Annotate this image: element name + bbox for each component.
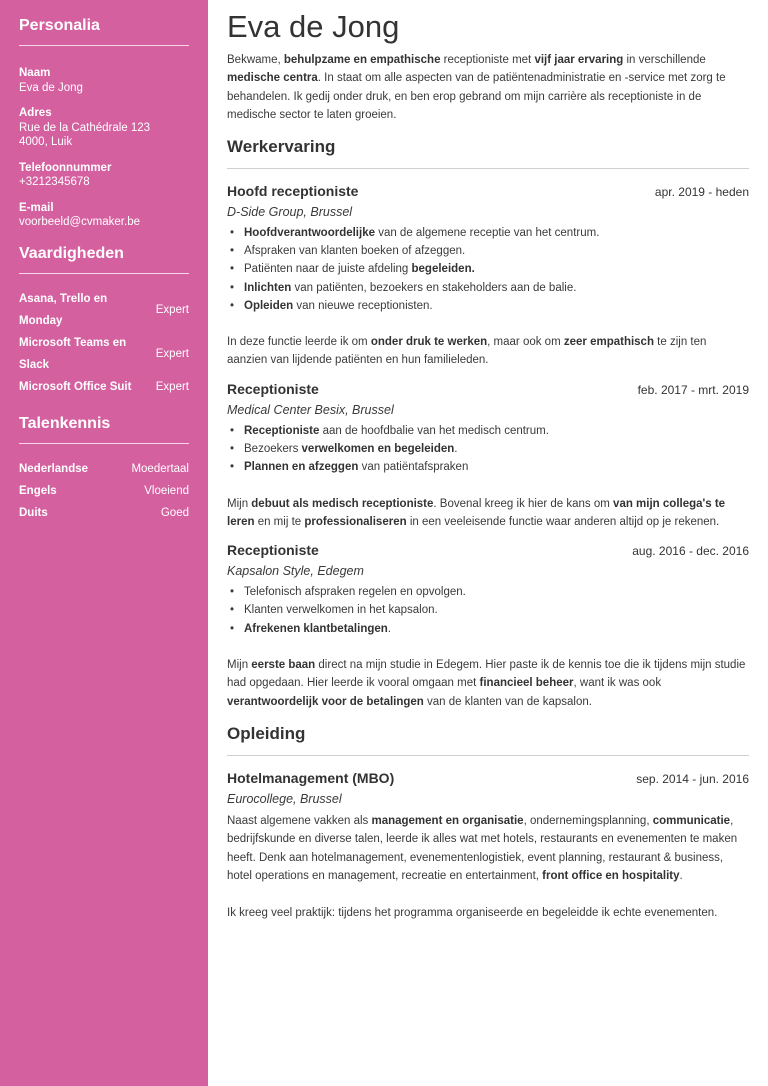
skill-level: Expert — [155, 347, 189, 360]
skills-heading: Vaardigheden — [19, 244, 189, 274]
emphasis-text: Opleiden — [244, 299, 294, 312]
emphasis-text: medische centra — [227, 72, 318, 85]
skills-section — [19, 244, 189, 398]
emphasis-text: Afrekenen klantbetalingen — [244, 622, 388, 635]
personal-label: E-mail — [19, 201, 54, 214]
sidebar — [0, 0, 208, 1086]
emphasis-text: front office en hospitality — [542, 869, 680, 882]
skill-name: Microsoft Teams en Slack — [19, 336, 127, 371]
job-company: D-Side Group, Brussel — [227, 204, 353, 219]
personal-info — [19, 66, 189, 230]
job-bullet: • Afspraken van klanten boeken of afzeggen. — [230, 242, 749, 260]
emphasis-text: behulpzame en empathische — [283, 54, 441, 66]
job-entry — [227, 379, 749, 531]
skills-list — [19, 288, 189, 398]
emphasis-text: zeer empathisch — [563, 336, 654, 349]
job-title: Receptioniste — [227, 542, 319, 559]
job-bullet: • Patiënten naar de juiste afdeling begeleiden. — [230, 260, 749, 278]
education-title: Hotelmanagement (MBO) — [227, 769, 395, 786]
job-header — [227, 540, 749, 560]
job-bullet: • Inlichten van patiënten, bezoekers en stakeholders aan de balie. — [230, 279, 749, 297]
languages-list — [19, 458, 189, 524]
job-bullet: • Afrekenen klantbetalingen. — [230, 620, 749, 638]
personal-item-address — [19, 106, 189, 150]
personal-label: Adres — [19, 107, 52, 119]
job-bullet: • Receptioniste aan de hoofdbalie van het medisch centrum. — [230, 422, 749, 440]
main-content — [227, 0, 749, 922]
education-entry — [227, 768, 749, 922]
emphasis-text: verantwoordelijk voor de betalingen — [227, 695, 424, 708]
personal-label: Naam — [19, 67, 51, 79]
skill-level: Expert — [155, 303, 189, 316]
emphasis-text: begeleiden. — [411, 263, 475, 276]
skill-level: Expert — [155, 380, 189, 393]
education-date: sep. 2014 - jun. 2016 — [636, 771, 749, 786]
intro-text: Bekwame, behulpzame en empathische receptioniste met vijf jaar ervaring in verschillende medische centra. In staat om alle aspecten van de patiëntenadministratie en -service met zorg te behandelen. Ik gedij onder druk, en ben erop gebrand om mijn carrière als receptioniste in de medische sector te laten groeien. — [227, 54, 726, 122]
emphasis-text: onder druk te werken — [370, 336, 488, 349]
language-name: Nederlandse — [19, 462, 89, 475]
emphasis-text: financieel beheer — [479, 677, 574, 690]
skill-item — [19, 332, 189, 376]
language-name: Duits — [19, 506, 48, 519]
job-header — [227, 181, 749, 201]
emphasis-text: Plannen en afzeggen — [244, 461, 359, 474]
personal-value: Eva de Jong — [19, 81, 83, 94]
education-header — [227, 768, 749, 788]
emphasis-text: professionaliseren — [304, 515, 407, 528]
personal-item-name — [19, 66, 189, 95]
personal-label: Telefoonnummer — [19, 161, 112, 174]
emphasis-text: verwelkomen en begeleiden — [301, 443, 455, 455]
job-bullet: • Telefonisch afspraken regelen en opvolgen. — [230, 583, 749, 601]
language-item — [19, 502, 189, 524]
emphasis-text: eerste baan — [251, 659, 316, 672]
job-title: Receptioniste — [227, 380, 319, 397]
emphasis-text: communicatie — [652, 814, 731, 827]
job-date: feb. 2017 - mrt. 2019 — [637, 382, 749, 397]
language-level: Goed — [160, 506, 189, 519]
job-bullet: • Hoofdverantwoordelijke van de algemene receptie van het centrum. — [230, 224, 749, 242]
language-item — [19, 458, 189, 480]
person-name: Eva de Jong — [227, 9, 400, 44]
job-bullets — [227, 422, 749, 477]
job-description: Mijn debuut als medisch receptioniste. Bovenal kreeg ik hier de kans om van mijn collega's te leren en mij te professionaliseren in een veeleisende functie waar anderen altijd op je rekenen. — [227, 497, 726, 528]
language-item — [19, 480, 189, 502]
education-heading: Opleiding — [227, 723, 749, 756]
emphasis-text: vijf jaar ervaring — [534, 54, 624, 66]
job-entry — [227, 540, 749, 711]
job-description: Mijn eerste baan direct na mijn studie in Edegem. Hier paste ik de kennis toe die ik tijdens mijn studie had opgedaan. Hier leerde ik vooral omgaan met financieel beheer, want ik was ook verantwoordelijk voor de betalingen van de klanten van de kapsalon. — [227, 659, 746, 708]
skill-name: Asana, Trello en Monday — [19, 292, 108, 327]
emphasis-text: Hoofdverantwoordelijke — [244, 226, 375, 239]
skill-name: Microsoft Office Suit — [19, 380, 132, 393]
experience-heading: Werkervaring — [227, 136, 749, 169]
languages-heading: Talenkennis — [19, 414, 189, 444]
job-entry — [227, 181, 749, 370]
job-date: aug. 2016 - dec. 2016 — [632, 544, 749, 559]
personal-value: 4000, Luik — [19, 136, 73, 148]
job-bullets — [227, 583, 749, 638]
personal-value: voorbeeld@cvmaker.be — [19, 216, 140, 228]
job-company: Medical Center Besix, Brussel — [227, 402, 394, 417]
job-bullet: • Klanten verwelkomen in het kapsalon. — [230, 601, 749, 619]
emphasis-text: debuut als medisch receptioniste — [251, 497, 434, 510]
job-bullet: • Opleiden van nieuwe receptionisten. — [230, 297, 749, 315]
skill-item — [19, 376, 189, 398]
emphasis-text: Inlichten — [244, 281, 292, 294]
personal-value: +3212345678 — [19, 176, 90, 188]
skill-item — [19, 288, 189, 332]
emphasis-text: management en organisatie — [371, 814, 524, 827]
education-school: Eurocollege, Brussel — [227, 791, 342, 806]
job-bullet: • Bezoekers verwelkomen en begeleiden. — [230, 440, 749, 458]
personal-value: Rue de la Cathédrale 123 — [19, 121, 151, 134]
job-company: Kapsalon Style, Edegem — [227, 564, 364, 579]
personal-item-email — [19, 201, 189, 230]
job-bullet: • Plannen en afzeggen van patiëntafspraken — [230, 458, 749, 476]
job-description: In deze functie leerde ik om onder druk te werken, maar ook om zeer empathisch te zijn ten aanzien van lijdende patiënten en hun familieleden. — [227, 336, 707, 367]
languages-section — [19, 414, 189, 524]
education-description: Naast algemene vakken als management en organisatie, ondernemingsplanning, communicatie, bedrijfskunde en diverse talen, leerde ik alles wat met hotels, restaurants en evenementen te maken heeft. Denk aan hotelmanagement, evenementenlogistiek, event planning, restaurant & business, hotel operations en management, recreatie en entertainment, front office en hospitality. — [227, 814, 738, 882]
job-title: Hoofd receptioniste — [227, 182, 359, 199]
job-bullets — [227, 224, 749, 315]
job-header — [227, 379, 749, 399]
emphasis-text: Receptioniste — [244, 424, 320, 437]
personalia-heading: Personalia — [19, 16, 189, 46]
job-date: apr. 2019 - heden — [654, 184, 749, 199]
emphasis-text: van mijn collega's te leren — [227, 497, 726, 528]
personal-item-phone — [19, 161, 189, 190]
language-level: Moedertaal — [131, 462, 189, 475]
language-level: Vloeiend — [144, 484, 189, 497]
education-note: Ik kreeg veel praktijk: tijdens het programma organiseerde en begeleidde ik echte evenementen. — [227, 907, 718, 920]
language-name: Engels — [19, 484, 57, 497]
